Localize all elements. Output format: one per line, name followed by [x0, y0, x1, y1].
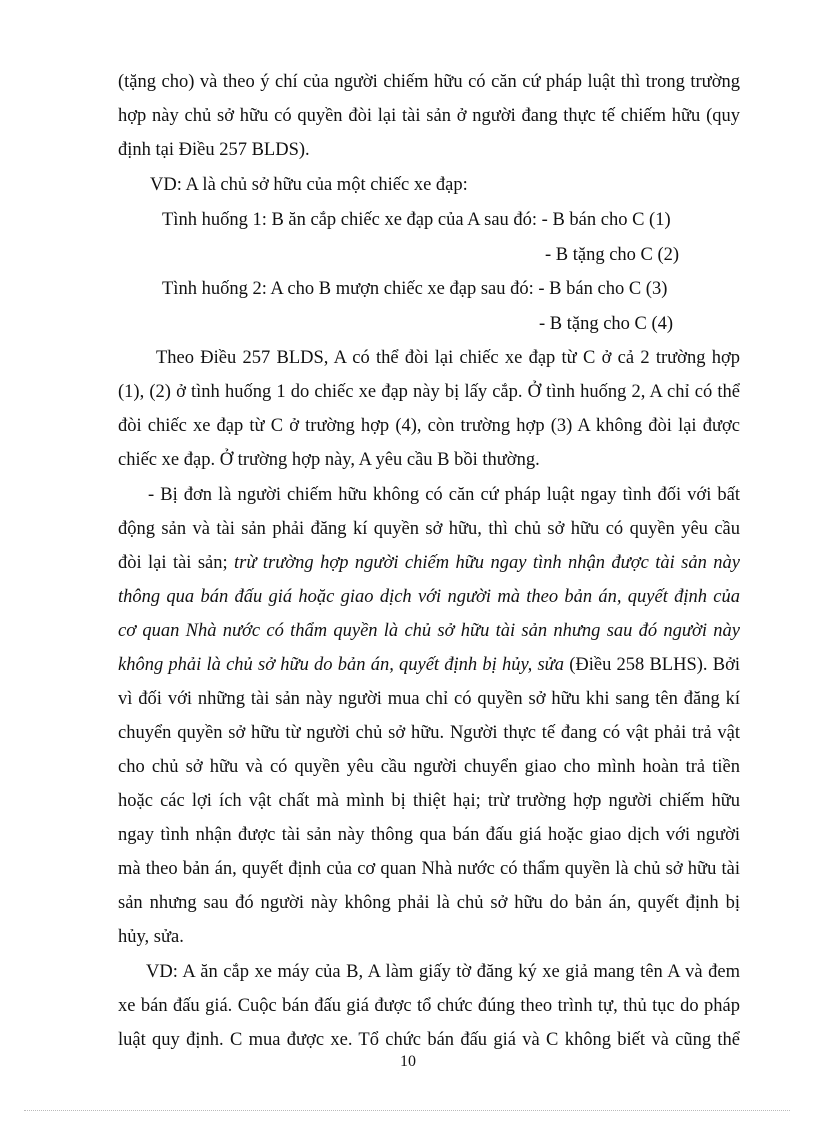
italic-text-line: cơ quan Nhà nước có thẩm quyền là chủ sở hữu tài sản nhưng sau đó người này [118, 621, 740, 641]
text-line: ngay tình nhận được tài sản này thông qua bán đấu giá hoặc giao dịch với người [118, 825, 740, 845]
text-line: vì đối với những tài sản này người mua chỉ có quyền sở hữu khi sang tên đăng kí [118, 689, 740, 709]
text-line: chuyển quyền sở hữu từ người chủ sở hữu. Người thực tế đang có vật phải trả vật [118, 723, 740, 743]
text-line: - Bị đơn là người chiếm hữu không có căn cứ pháp luật ngay tình đối với bất [148, 485, 740, 505]
text-segment: đòi lại tài sản; [118, 553, 228, 573]
text-line [118, 551, 740, 575]
text-line: hoặc các lợi ích vật chất mà mình bị thiệt hại; trừ trường hợp người chiếm hữu [118, 791, 740, 811]
text-segment: (Điều 258 BLHS). Bởi [569, 655, 741, 675]
text-line: sản nhưng sau đó người này không phải là chủ sở hữu do bản án, quyết định bị [118, 893, 740, 913]
text-line: chiếc xe đạp. Ở trường hợp này, A yêu cầu B bồi thường. [118, 450, 540, 470]
example-heading: VD: A là chủ sở hữu của một chiếc xe đạp: [150, 175, 468, 195]
text-line: mà theo bản án, quyết định của cơ quan Nhà nước có thẩm quyền là chủ sở hữu tài [118, 859, 740, 879]
text-line: đòi chiếc xe đạp từ C ở trường hợp (4), còn trường hợp (3) A không đòi lại được [118, 416, 740, 436]
case-line: Tình huống 2: A cho B mượn chiếc xe đạp sau đó: - B bán cho C (3) [162, 279, 668, 299]
case-line: Tình huống 1: B ăn cắp chiếc xe đạp của A sau đó: - B bán cho C (1) [162, 210, 671, 230]
page-footer-rule [24, 1110, 790, 1111]
text-line: (1), (2) ở tình huống 1 do chiếc xe đạp này bị lấy cắp. Ở tình huống 2, A chỉ có thể [118, 382, 740, 402]
text-line: hợp này chủ sở hữu có quyền đòi lại tài sản ở người đang thực tế chiếm hữu (quy [118, 106, 740, 126]
text-line [118, 653, 740, 677]
text-line: VD: A ăn cắp xe máy của B, A làm giấy tờ đăng ký xe giả mang tên A và đem [146, 962, 740, 982]
case-line: - B tặng cho C (2) [545, 245, 680, 265]
text-line: xe bán đấu giá. Cuộc bán đấu giá được tổ chức đúng theo trình tự, thủ tục do pháp [118, 996, 740, 1016]
italic-text-line: thông qua bán đấu giá hoặc giao dịch với người mà theo bản án, quyết định của [118, 587, 740, 607]
text-line: hủy, sửa. [118, 927, 184, 947]
text-line: (tặng cho) và theo ý chí của người chiếm hữu có căn cứ pháp luật thì trong trường [118, 72, 740, 92]
italic-text-segment: không phải là chủ sở hữu do bản án, quyết định bị hủy, sửa [118, 655, 564, 675]
page-number: 10 [400, 1053, 416, 1070]
text-line: động sản và tài sản phải đăng kí quyền sở hữu, thì chủ sở hữu có quyền yêu cầu [118, 519, 740, 539]
text-line: định tại Điều 257 BLDS). [118, 140, 310, 160]
italic-text-segment: trừ trường hợp người chiếm hữu ngay tình nhận được tài sản này [234, 553, 740, 573]
text-line: Theo Điều 257 BLDS, A có thể đòi lại chiếc xe đạp từ C ở cả 2 trường hợp [156, 348, 740, 368]
text-line: cho chủ sở hữu và có quyền yêu cầu người chuyển giao cho mình hoàn trả tiền [118, 757, 740, 777]
text-line: luật quy định. C mua được xe. Tổ chức bán đấu giá và C không biết và cũng thể [118, 1030, 740, 1050]
case-line: - B tặng cho C (4) [539, 314, 674, 334]
